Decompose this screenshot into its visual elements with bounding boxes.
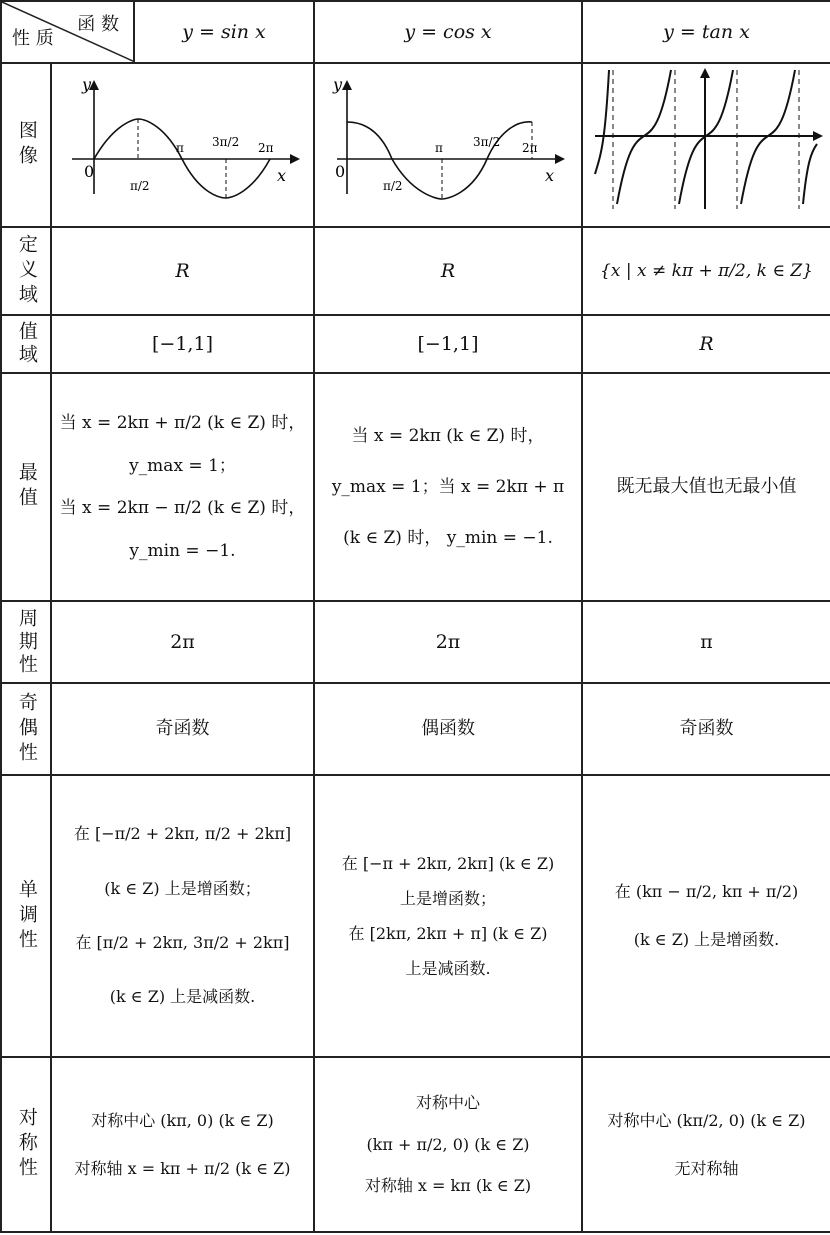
cos-y-axis-label: y [333, 75, 343, 94]
sin-extrema-line: y_min = −1. [129, 540, 236, 561]
sin-graph-cell [51, 63, 314, 227]
cos-tick-pi-half: π/2 [383, 179, 403, 193]
tan-monotonicity [582, 775, 830, 1057]
cos-mono-line: 上是增函数； [399, 888, 496, 908]
tan-mono-line: 在 (kπ − π/2, kπ + π/2) [614, 882, 799, 902]
tan-period: π [582, 601, 830, 683]
cos-mono-line: 上是减函数. [405, 959, 491, 979]
cos-extrema-line: 当 x = 2kπ (k ∈ Z) 时， [351, 425, 545, 446]
sin-tick-pi-half: π/2 [130, 179, 150, 193]
sin-origin-label: 0 [84, 162, 95, 181]
row-header-range: 值域 [1, 315, 51, 373]
cos-parity: 偶函数 [314, 683, 582, 775]
row-header-period: 周期性 [1, 601, 51, 683]
row-header-domain: 定义域 [1, 227, 51, 315]
sin-extrema-line: y_max = 1； [129, 455, 236, 476]
tan-domain: {x | x ≠ kπ + π/2, k ∈ Z} [582, 227, 830, 315]
cos-tick-pi: π [435, 141, 443, 155]
tan-sym-line: 对称中心 (kπ/2, 0) (k ∈ Z) [607, 1110, 806, 1130]
cos-extrema-line: (k ∈ Z) 时， y_min = −1. [343, 527, 553, 548]
column-header-sin: y = sin x [134, 1, 314, 63]
tan-mono-line: (k ∈ Z) 上是增函数. [633, 930, 780, 950]
sin-graph [52, 64, 314, 214]
corner-header-cell [1, 1, 134, 63]
column-header-tan: y = tan x [582, 1, 830, 63]
cos-mono-line: 在 [−π + 2kπ, 2kπ] (k ∈ Z) [341, 853, 555, 873]
sin-sym-line: 对称中心 (kπ, 0) (k ∈ Z) [91, 1110, 274, 1130]
row-header-extrema: 最值 [1, 373, 51, 601]
sin-monotonicity [51, 775, 314, 1057]
sin-tick-pi: π [176, 141, 184, 155]
sin-tick-3pi-half: 3π/2 [212, 135, 240, 149]
sin-x-axis-label: x [277, 166, 287, 185]
tan-graph [587, 64, 827, 214]
sin-y-axis-label: y [82, 75, 92, 94]
cos-sym-line: (kπ + π/2, 0) (k ∈ Z) [366, 1134, 530, 1154]
row-header-graph: 图像 [1, 63, 51, 227]
cos-sym-line: 对称轴 x = kπ (k ∈ Z) [364, 1176, 532, 1196]
cos-x-axis-label: x [545, 166, 555, 185]
sin-parity: 奇函数 [51, 683, 314, 775]
column-header-cos: y = cos x [314, 1, 582, 63]
sin-range: [−1,1] [51, 315, 314, 373]
sin-extrema [51, 373, 314, 601]
cos-monotonicity [314, 775, 582, 1057]
sin-mono-line: (k ∈ Z) 上是增函数； [104, 878, 261, 898]
cos-tick-2pi: 2π [522, 141, 538, 155]
corner-bottom-label: 性 质 [12, 27, 54, 49]
cos-period: 2π [314, 601, 582, 683]
cos-sym-line: 对称中心 [415, 1093, 480, 1113]
sin-mono-line: (k ∈ Z) 上是减函数. [109, 987, 256, 1007]
tan-extrema: 既无最大值也无最小值 [582, 373, 830, 601]
cos-graph-cell [314, 63, 582, 227]
sin-mono-line: 在 [π/2 + 2kπ, 3π/2 + 2kπ] [75, 933, 290, 953]
tan-parity: 奇函数 [582, 683, 830, 775]
tan-graph-cell [582, 63, 830, 227]
tan-sym-line: 无对称轴 [674, 1158, 739, 1178]
sin-mono-line: 在 [−π/2 + 2kπ, π/2 + 2kπ] [73, 824, 292, 844]
sin-symmetry [51, 1057, 314, 1232]
tan-range: R [582, 315, 830, 373]
cos-tick-3pi-half: 3π/2 [473, 135, 501, 149]
cos-graph [317, 64, 579, 214]
cos-origin-label: 0 [335, 162, 346, 181]
sin-period: 2π [51, 601, 314, 683]
sin-domain: R [51, 227, 314, 315]
row-header-monotonicity: 单调性 [1, 775, 51, 1057]
sin-extrema-line: 当 x = 2kπ + π/2 (k ∈ Z) 时， [59, 413, 306, 434]
tan-symmetry [582, 1057, 830, 1232]
sin-tick-2pi: 2π [258, 141, 274, 155]
cos-symmetry [314, 1057, 582, 1232]
cos-extrema-line: y_max = 1；当 x = 2kπ + π [331, 476, 565, 497]
sin-sym-line: 对称轴 x = kπ + π/2 (k ∈ Z) [74, 1158, 291, 1178]
sin-extrema-line: 当 x = 2kπ − π/2 (k ∈ Z) 时， [59, 498, 306, 519]
row-header-symmetry: 对称性 [1, 1057, 51, 1232]
row-header-parity: 奇偶性 [1, 683, 51, 775]
cos-extrema [314, 373, 582, 601]
cos-mono-line: 在 [2kπ, 2kπ + π] (k ∈ Z) [348, 924, 548, 944]
cos-domain: R [314, 227, 582, 315]
cos-range: [−1,1] [314, 315, 582, 373]
corner-top-label: 函 数 [77, 14, 119, 35]
